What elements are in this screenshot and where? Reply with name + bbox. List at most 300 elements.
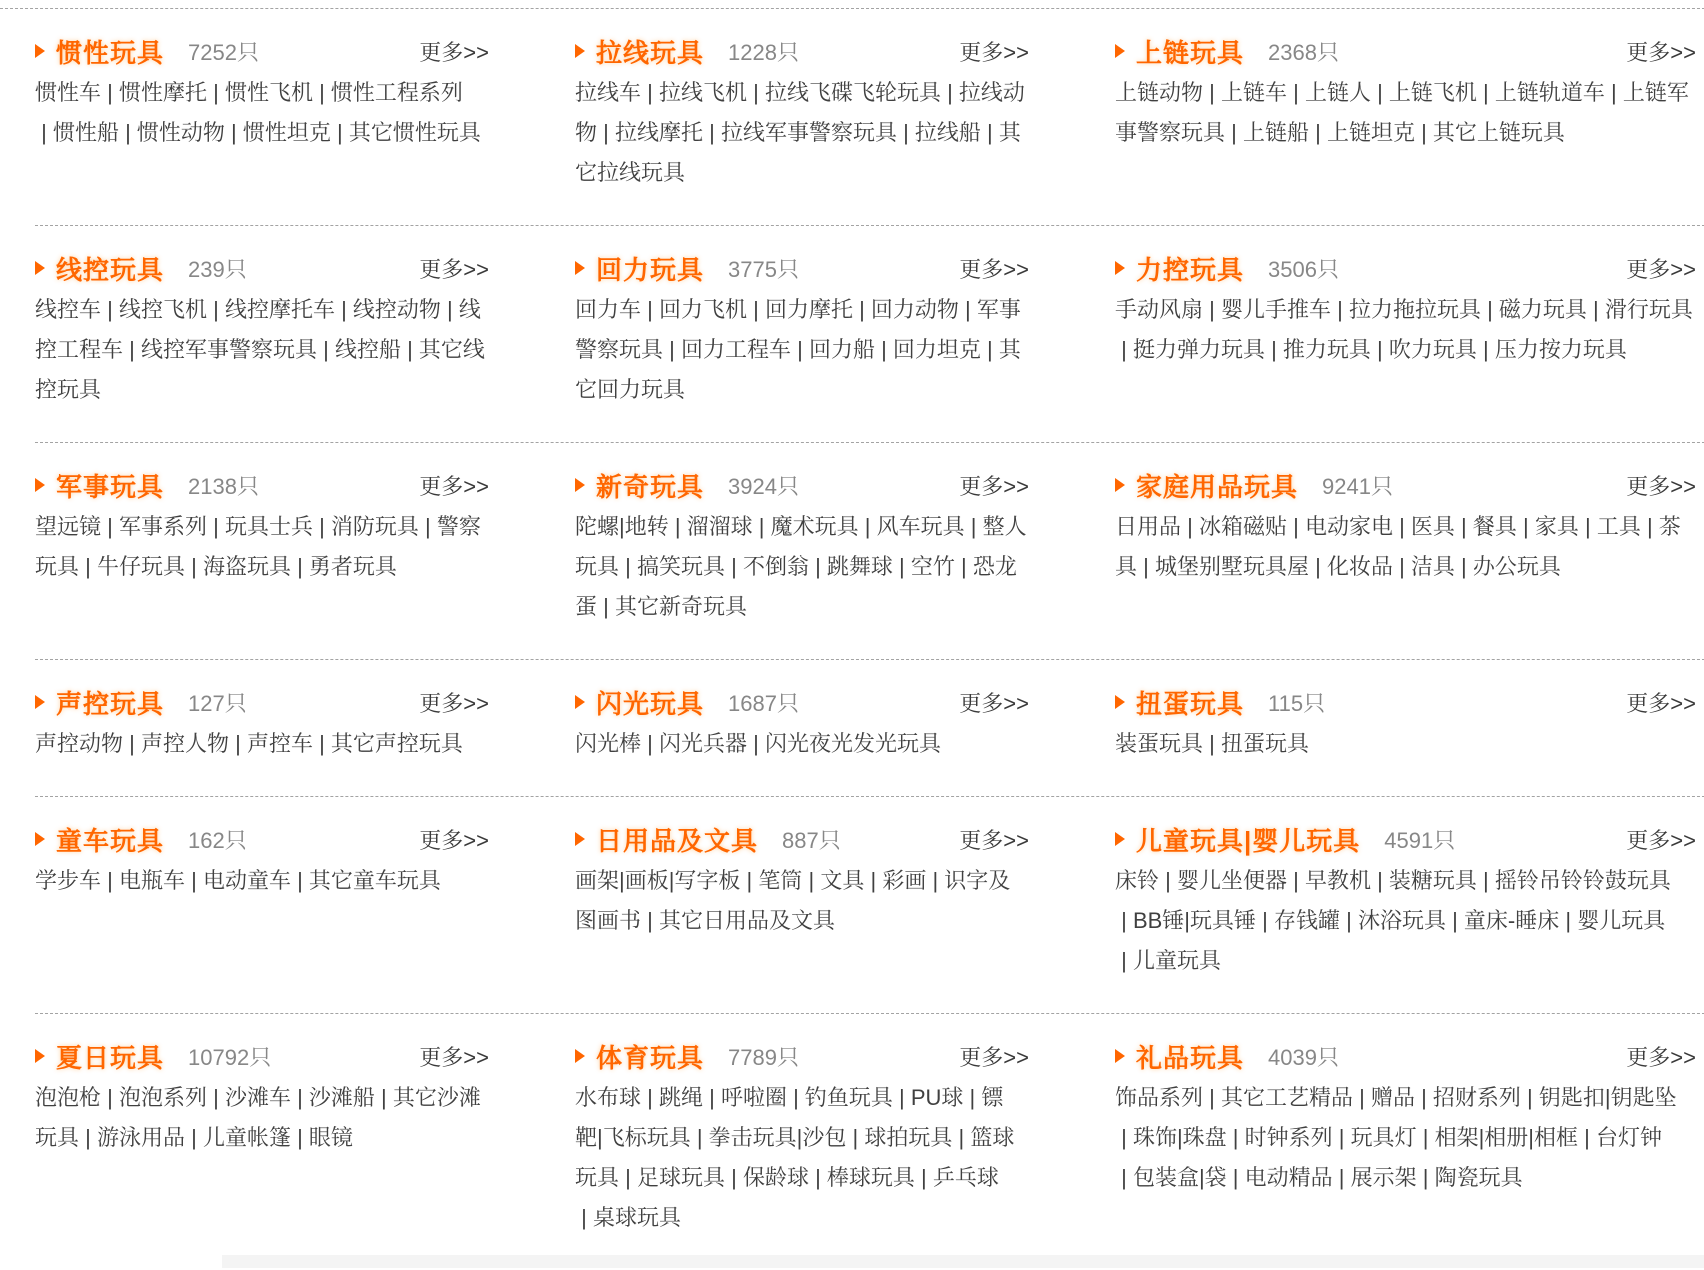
more-link[interactable]: 更多>> bbox=[1626, 827, 1696, 853]
subcategory-link[interactable]: 电瓶车 bbox=[118, 868, 185, 893]
category-count: 2368只 bbox=[1268, 39, 1339, 65]
subcategory-link[interactable]: 婴儿手推车 bbox=[1220, 297, 1331, 322]
subcategory-link[interactable]: 吹力玩具 bbox=[1388, 337, 1477, 362]
category-name-link[interactable]: 线控玩具 bbox=[56, 254, 165, 285]
subcategory-link[interactable]: 笔筒 bbox=[758, 868, 803, 893]
category-count: 3775只 bbox=[728, 256, 799, 282]
separator: | bbox=[101, 80, 119, 105]
subcategory-link[interactable]: 游泳用品 bbox=[96, 1125, 185, 1150]
subcategory-link[interactable]: 溜溜球 bbox=[686, 514, 753, 539]
subcategory-link[interactable]: 军事警察玩具 bbox=[575, 297, 1021, 362]
category-name-link[interactable]: 声控玩具 bbox=[56, 688, 165, 719]
category-row bbox=[35, 660, 1704, 797]
separator: | bbox=[123, 337, 141, 362]
separator: | bbox=[1392, 554, 1411, 579]
separator: | bbox=[914, 1165, 933, 1190]
category-header bbox=[35, 29, 489, 73]
subcategory-link[interactable]: 线控车 bbox=[35, 297, 102, 322]
category-arrow-icon bbox=[1115, 44, 1125, 58]
category-arrow-icon bbox=[1115, 261, 1125, 275]
separator: | bbox=[619, 554, 637, 579]
subcategory-link[interactable]: 勇者玩具 bbox=[308, 554, 397, 579]
category-cell bbox=[35, 463, 575, 627]
category-name-link[interactable]: 军事玩具 bbox=[56, 471, 165, 502]
subcategory-link[interactable]: 其它新奇玩具 bbox=[614, 594, 747, 619]
subcategory-link[interactable]: 上链轨道车 bbox=[1494, 80, 1605, 105]
subcategory-link[interactable]: 陶瓷玩具 bbox=[1434, 1165, 1523, 1190]
subcategory-link[interactable]: 画架|画板|写字板 bbox=[575, 868, 741, 893]
more-link[interactable]: 更多>> bbox=[1626, 690, 1696, 716]
subcategory-link[interactable]: 篮球玩具 bbox=[575, 1125, 1015, 1190]
more-link[interactable]: 更多>> bbox=[959, 690, 1029, 716]
category-count: 4039只 bbox=[1268, 1044, 1339, 1070]
separator: | bbox=[334, 297, 353, 322]
subcategory-link[interactable]: 存钱罐 bbox=[1273, 908, 1340, 933]
category-name-link[interactable]: 童车玩具 bbox=[56, 825, 165, 856]
subcategory-link[interactable]: 牛仔玩具 bbox=[96, 554, 185, 579]
separator: | bbox=[123, 731, 141, 756]
subcategory-link[interactable]: 上链军事警察玩具 bbox=[1115, 80, 1689, 145]
subcategory-links bbox=[1115, 507, 1696, 587]
subcategory-link[interactable]: 玩具士兵 bbox=[224, 514, 313, 539]
subcategory-link[interactable]: 线控军事警察玩具 bbox=[140, 337, 317, 362]
separator: | bbox=[1476, 337, 1495, 362]
subcategory-link[interactable]: 魔术玩具 bbox=[770, 514, 859, 539]
subcategory-link[interactable]: 沐浴玩具 bbox=[1357, 908, 1446, 933]
subcategory-link[interactable]: 城堡别墅玩具屋 bbox=[1154, 554, 1309, 579]
subcategory-link[interactable]: 拉力拖拉玩具 bbox=[1348, 297, 1481, 322]
subcategory-link[interactable]: 台灯钟 bbox=[1595, 1125, 1662, 1150]
subcategory-link[interactable]: 时钟系列 bbox=[1244, 1125, 1333, 1150]
subcategory-link[interactable]: 惯性动物 bbox=[136, 120, 225, 145]
subcategory-link[interactable]: 足球玩具 bbox=[636, 1165, 725, 1190]
subcategory-link[interactable]: 拉线军事警察玩具 bbox=[720, 120, 897, 145]
separator: | bbox=[663, 337, 681, 362]
subcategory-link[interactable]: 上链车 bbox=[1220, 80, 1287, 105]
separator: | bbox=[808, 554, 827, 579]
separator: | bbox=[224, 120, 243, 145]
category-arrow-icon bbox=[575, 1049, 585, 1063]
subcategory-link[interactable]: 搞笑玩具 bbox=[636, 554, 725, 579]
subcategory-link[interactable]: 电动精品 bbox=[1244, 1165, 1333, 1190]
subcategory-link[interactable]: 线控摩托车 bbox=[224, 297, 335, 322]
category-name-link[interactable]: 力控玩具 bbox=[1136, 254, 1245, 285]
subcategory-link[interactable]: 线控船 bbox=[334, 337, 401, 362]
subcategory-link[interactable]: 冰箱磁贴 bbox=[1198, 514, 1287, 539]
separator: | bbox=[101, 1085, 119, 1110]
subcategory-link[interactable]: 化妆品 bbox=[1326, 554, 1393, 579]
subcategory-link[interactable]: 整人玩具 bbox=[575, 514, 1027, 579]
subcategory-link[interactable]: 其它沙滩玩具 bbox=[35, 1085, 481, 1150]
subcategory-link[interactable]: 早教机 bbox=[1304, 868, 1371, 893]
separator: | bbox=[1286, 514, 1305, 539]
more-link[interactable]: 更多>> bbox=[959, 1044, 1029, 1070]
subcategory-link[interactable]: 电动家电 bbox=[1304, 514, 1393, 539]
category-header bbox=[1115, 246, 1696, 290]
category-name-link[interactable]: 闪光玩具 bbox=[596, 688, 705, 719]
subcategory-link[interactable]: 上链人 bbox=[1304, 80, 1371, 105]
subcategory-link[interactable]: 望远镜 bbox=[35, 514, 102, 539]
separator: | bbox=[1416, 1125, 1435, 1150]
subcategory-link[interactable]: 回力车 bbox=[575, 297, 642, 322]
separator: | bbox=[852, 297, 871, 322]
more-link[interactable]: 更多>> bbox=[419, 1044, 489, 1070]
subcategory-link[interactable]: 泡泡枪 bbox=[35, 1085, 102, 1110]
separator: | bbox=[1332, 1125, 1351, 1150]
subcategory-link[interactable]: 回力飞机 bbox=[658, 297, 747, 322]
subcategory-link[interactable]: 眼镜 bbox=[308, 1125, 353, 1150]
separator: | bbox=[641, 80, 659, 105]
subcategory-link[interactable]: 包装盒|袋 bbox=[1132, 1165, 1227, 1190]
subcategory-link[interactable]: 磁力玩具 bbox=[1498, 297, 1587, 322]
subcategory-link[interactable]: 拉线飞机 bbox=[658, 80, 747, 105]
category-header bbox=[575, 1034, 1029, 1078]
separator: | bbox=[1416, 1165, 1435, 1190]
subcategory-links bbox=[1115, 73, 1696, 153]
subcategory-link[interactable]: 沙滩车 bbox=[224, 1085, 291, 1110]
subcategory-link[interactable]: 回力船 bbox=[808, 337, 875, 362]
subcategory-link[interactable]: 拉线飞碟飞轮玩具 bbox=[764, 80, 941, 105]
subcategory-link[interactable]: 其它拉线玩具 bbox=[575, 120, 1021, 185]
category-name-link[interactable]: 上链玩具 bbox=[1136, 37, 1245, 68]
subcategory-link[interactable]: 其它线控玩具 bbox=[35, 337, 485, 402]
subcategory-link[interactable]: 回力动物 bbox=[870, 297, 959, 322]
more-link[interactable]: 更多>> bbox=[419, 827, 489, 853]
more-link[interactable]: 更多>> bbox=[959, 256, 1029, 282]
subcategory-link[interactable]: 手动风扇 bbox=[1115, 297, 1204, 322]
more-link[interactable]: 更多>> bbox=[419, 39, 489, 65]
subcategory-links bbox=[35, 724, 489, 764]
subcategory-link[interactable]: 恐龙蛋 bbox=[575, 554, 1017, 619]
separator: | bbox=[846, 1125, 865, 1150]
subcategory-link[interactable]: 电动童车 bbox=[202, 868, 291, 893]
separator: | bbox=[290, 868, 309, 893]
category-name-link[interactable]: 家庭用品玩具 bbox=[1136, 471, 1299, 502]
separator: | bbox=[958, 297, 977, 322]
separator: | bbox=[184, 868, 203, 893]
separator: | bbox=[641, 908, 659, 933]
subcategory-links bbox=[35, 507, 489, 587]
subcategory-link[interactable]: 惯性飞机 bbox=[224, 80, 313, 105]
subcategory-link[interactable]: 其它上链玩具 bbox=[1432, 120, 1565, 145]
subcategory-link[interactable]: 桌球玩具 bbox=[592, 1205, 681, 1230]
subcategory-link[interactable]: 拉线船 bbox=[914, 120, 981, 145]
separator: | bbox=[1578, 514, 1597, 539]
more-link[interactable]: 更多>> bbox=[1626, 473, 1696, 499]
category-header bbox=[575, 817, 1029, 861]
category-header bbox=[1115, 463, 1696, 507]
subcategory-link[interactable]: 装糖玩具 bbox=[1388, 868, 1477, 893]
separator: | bbox=[1137, 554, 1155, 579]
subcategory-link[interactable]: 识字及图画书 bbox=[575, 868, 1011, 933]
category-row bbox=[35, 443, 1704, 660]
separator: | bbox=[1226, 1165, 1245, 1190]
subcategory-link[interactable]: 扭蛋玩具 bbox=[1220, 731, 1309, 756]
category-name-link[interactable]: 扭蛋玩具 bbox=[1136, 688, 1245, 719]
subcategory-link[interactable]: 日用品 bbox=[1115, 514, 1182, 539]
subcategory-links bbox=[575, 1078, 1029, 1238]
subcategory-links bbox=[575, 861, 1029, 941]
subcategory-link[interactable]: 赠品 bbox=[1370, 1085, 1415, 1110]
subcategory-link[interactable]: 风车玩具 bbox=[876, 514, 965, 539]
subcategory-link[interactable]: 球拍玩具 bbox=[864, 1125, 953, 1150]
separator: | bbox=[1308, 120, 1327, 145]
subcategory-link[interactable]: 彩画 bbox=[882, 868, 927, 893]
category-arrow-icon bbox=[35, 44, 45, 58]
subcategory-link[interactable]: 钓鱼玩具 bbox=[804, 1085, 893, 1110]
separator: | bbox=[690, 1125, 709, 1150]
separator: | bbox=[786, 1085, 805, 1110]
more-link[interactable]: 更多>> bbox=[959, 827, 1029, 853]
subcategory-link[interactable]: 线控工程车 bbox=[35, 297, 481, 362]
subcategory-link[interactable]: 招财系列 bbox=[1432, 1085, 1521, 1110]
category-cell bbox=[1115, 680, 1704, 764]
category-name-link[interactable]: 体育玩具 bbox=[596, 1042, 705, 1073]
more-link[interactable]: 更多>> bbox=[959, 473, 1029, 499]
subcategory-link[interactable]: 回力工程车 bbox=[680, 337, 791, 362]
subcategory-link[interactable]: 陀螺|地转 bbox=[575, 514, 669, 539]
category-arrow-icon bbox=[35, 832, 45, 846]
subcategory-link[interactable]: 保龄球 bbox=[742, 1165, 809, 1190]
category-cell bbox=[1115, 246, 1704, 410]
category-arrow-icon bbox=[575, 695, 585, 709]
subcategory-link[interactable]: 惯性船 bbox=[52, 120, 119, 145]
subcategory-link[interactable]: 拉线动物 bbox=[575, 80, 1025, 145]
category-header bbox=[35, 246, 489, 290]
more-link[interactable]: 更多>> bbox=[1626, 1044, 1696, 1070]
separator: | bbox=[1181, 514, 1199, 539]
category-name-link[interactable]: 回力玩具 bbox=[596, 254, 705, 285]
subcategory-links bbox=[35, 1078, 489, 1158]
subcategory-link[interactable]: 其它惯性玩具 bbox=[348, 120, 481, 145]
separator: | bbox=[952, 1125, 971, 1150]
subcategory-link[interactable]: 婴儿坐便器 bbox=[1176, 868, 1287, 893]
subcategory-link[interactable]: 挺力弹力玩具 bbox=[1132, 337, 1265, 362]
separator: | bbox=[1480, 297, 1499, 322]
subcategory-link[interactable]: 其它工艺精品 bbox=[1220, 1085, 1353, 1110]
category-cell bbox=[1115, 29, 1704, 193]
separator: | bbox=[926, 868, 945, 893]
category-count: 1687只 bbox=[728, 690, 799, 716]
subcategory-link[interactable]: 跳绳 bbox=[658, 1085, 703, 1110]
category-name-link[interactable]: 儿童玩具|婴儿玩具 bbox=[1136, 825, 1361, 856]
subcategory-link[interactable]: 床铃 bbox=[1115, 868, 1160, 893]
category-arrow-icon bbox=[575, 44, 585, 58]
subcategory-link[interactable]: 军事系列 bbox=[118, 514, 207, 539]
separator: | bbox=[874, 337, 893, 362]
subcategory-link[interactable]: 拉线车 bbox=[575, 80, 642, 105]
category-arrow-icon bbox=[1115, 832, 1125, 846]
separator: | bbox=[1332, 1165, 1351, 1190]
subcategory-link[interactable]: 上链飞机 bbox=[1388, 80, 1477, 105]
separator: | bbox=[1352, 1085, 1371, 1110]
subcategory-links bbox=[575, 724, 1029, 764]
subcategory-link[interactable]: 家具 bbox=[1534, 514, 1579, 539]
subcategory-link[interactable]: 工具 bbox=[1596, 514, 1641, 539]
more-link[interactable]: 更多>> bbox=[1626, 256, 1696, 282]
subcategory-links bbox=[35, 861, 489, 901]
subcategory-link[interactable]: 声控人物 bbox=[140, 731, 229, 756]
separator: | bbox=[118, 120, 137, 145]
more-link[interactable]: 更多>> bbox=[419, 473, 489, 499]
separator: | bbox=[575, 1205, 593, 1230]
subcategory-link[interactable]: 空竹 bbox=[910, 554, 955, 579]
category-arrow-icon bbox=[1115, 1049, 1125, 1063]
subcategory-link[interactable]: 呼啦圈 bbox=[720, 1085, 787, 1110]
subcategory-link[interactable]: 水布球 bbox=[575, 1085, 642, 1110]
category-cell bbox=[1115, 1034, 1704, 1238]
subcategory-link[interactable]: 跳舞球 bbox=[826, 554, 893, 579]
category-arrow-icon bbox=[575, 478, 585, 492]
separator: | bbox=[668, 514, 687, 539]
subcategory-link[interactable]: 文具 bbox=[820, 868, 865, 893]
separator: | bbox=[1308, 554, 1327, 579]
subcategory-link[interactable]: 相架|相册|相框 bbox=[1434, 1125, 1578, 1150]
category-name-link[interactable]: 拉线玩具 bbox=[596, 37, 705, 68]
subcategory-link[interactable]: 洁具 bbox=[1410, 554, 1455, 579]
separator: | bbox=[790, 337, 809, 362]
category-arrow-icon bbox=[575, 261, 585, 275]
category-cell bbox=[575, 29, 1115, 193]
separator: | bbox=[864, 868, 883, 893]
subcategory-link[interactable]: 惯性坦克 bbox=[242, 120, 331, 145]
subcategory-link[interactable]: 线控动物 bbox=[352, 297, 441, 322]
subcategory-link[interactable]: 拉线摩托 bbox=[614, 120, 703, 145]
subcategory-link[interactable]: 不倒翁 bbox=[742, 554, 809, 579]
separator: | bbox=[1392, 514, 1411, 539]
subcategory-link[interactable]: 线控飞机 bbox=[118, 297, 207, 322]
category-arrow-icon bbox=[1115, 695, 1125, 709]
subcategory-link[interactable]: 惯性摩托 bbox=[118, 80, 207, 105]
more-link[interactable]: 更多>> bbox=[419, 256, 489, 282]
more-link[interactable]: 更多>> bbox=[419, 690, 489, 716]
subcategory-link[interactable]: 声控动物 bbox=[35, 731, 124, 756]
separator: | bbox=[892, 1085, 911, 1110]
subcategory-link[interactable]: 学步车 bbox=[35, 868, 102, 893]
subcategory-link[interactable]: 惯性工程系列 bbox=[330, 80, 463, 105]
separator: | bbox=[1476, 80, 1495, 105]
subcategory-link[interactable]: 装蛋玩具 bbox=[1115, 731, 1204, 756]
subcategory-link[interactable]: 其它回力玩具 bbox=[575, 337, 1021, 402]
subcategory-link[interactable]: BB锤|玩具锤 bbox=[1132, 908, 1257, 933]
subcategory-link[interactable]: 棒球玩具 bbox=[826, 1165, 915, 1190]
subcategory-link[interactable]: 珠饰|珠盘 bbox=[1132, 1125, 1227, 1150]
subcategory-link[interactable]: 上链坦克 bbox=[1326, 120, 1415, 145]
separator: | bbox=[101, 514, 119, 539]
subcategory-link[interactable]: 上链船 bbox=[1242, 120, 1309, 145]
separator: | bbox=[980, 337, 999, 362]
subcategory-link[interactable]: 办公玩具 bbox=[1472, 554, 1561, 579]
separator: | bbox=[964, 514, 983, 539]
subcategory-link[interactable]: 饰品系列 bbox=[1115, 1085, 1204, 1110]
subcategory-link[interactable]: 其它日用品及文具 bbox=[658, 908, 835, 933]
category-cell bbox=[35, 246, 575, 410]
subcategory-link[interactable]: 乒乓球 bbox=[932, 1165, 999, 1190]
subcategory-link[interactable]: 童床-睡床 bbox=[1463, 908, 1560, 933]
subcategory-link[interactable]: 上链动物 bbox=[1115, 80, 1204, 105]
subcategory-link[interactable]: 其它声控玩具 bbox=[330, 731, 463, 756]
subcategory-link[interactable]: 压力按力玩具 bbox=[1494, 337, 1627, 362]
separator: | bbox=[802, 868, 821, 893]
subcategory-link[interactable]: 滑行玩具 bbox=[1604, 297, 1693, 322]
subcategory-link[interactable]: 推力玩具 bbox=[1282, 337, 1371, 362]
subcategory-link[interactable]: 医具 bbox=[1410, 514, 1455, 539]
category-count: 3924只 bbox=[728, 473, 799, 499]
subcategory-link[interactable]: 拳击玩具|沙包 bbox=[708, 1125, 847, 1150]
category-name-link[interactable]: 惯性玩具 bbox=[56, 37, 165, 68]
subcategory-link[interactable]: PU球 bbox=[910, 1085, 964, 1110]
more-link[interactable]: 更多>> bbox=[1626, 39, 1696, 65]
category-name-link[interactable]: 日用品及文具 bbox=[596, 825, 759, 856]
separator: | bbox=[641, 1085, 659, 1110]
category-arrow-icon bbox=[35, 1049, 45, 1063]
separator: | bbox=[101, 868, 119, 893]
separator: | bbox=[206, 297, 225, 322]
subcategory-link[interactable]: 闪光兵器 bbox=[658, 731, 747, 756]
category-name-link[interactable]: 新奇玩具 bbox=[596, 471, 705, 502]
separator: | bbox=[746, 80, 765, 105]
subcategory-link[interactable]: 闪光夜光发光玩具 bbox=[764, 731, 941, 756]
subcategory-link[interactable]: 消防玩具 bbox=[330, 514, 419, 539]
subcategory-link[interactable]: 展示架 bbox=[1350, 1165, 1417, 1190]
category-count: 887只 bbox=[782, 827, 841, 853]
separator: | bbox=[1115, 337, 1133, 362]
category-header bbox=[1115, 29, 1696, 73]
category-arrow-icon bbox=[35, 478, 45, 492]
category-name-link[interactable]: 夏日玩具 bbox=[56, 1042, 165, 1073]
separator: | bbox=[808, 1165, 827, 1190]
category-count: 4591只 bbox=[1384, 827, 1456, 853]
separator: | bbox=[1454, 554, 1473, 579]
separator: | bbox=[858, 514, 877, 539]
subcategory-link[interactable]: 儿童帐篷 bbox=[202, 1125, 291, 1150]
category-header bbox=[575, 29, 1029, 73]
category-arrow-icon bbox=[35, 695, 45, 709]
subcategory-link[interactable]: 海盗玩具 bbox=[202, 554, 291, 579]
subcategory-link[interactable]: 惯性车 bbox=[35, 80, 102, 105]
subcategory-link[interactable]: 回力坦克 bbox=[892, 337, 981, 362]
subcategory-link[interactable]: 玩具灯 bbox=[1350, 1125, 1417, 1150]
subcategory-links bbox=[35, 290, 489, 410]
subcategory-link[interactable]: 闪光棒 bbox=[575, 731, 642, 756]
subcategory-link[interactable]: 沙滩船 bbox=[308, 1085, 375, 1110]
subcategory-links bbox=[575, 290, 1029, 410]
separator: | bbox=[1370, 868, 1389, 893]
subcategory-link[interactable]: 儿童玩具 bbox=[1132, 948, 1221, 973]
separator: | bbox=[1520, 1085, 1539, 1110]
subcategory-link[interactable]: 镖靶|飞标玩具 bbox=[575, 1085, 1004, 1150]
subcategory-link[interactable]: 回力摩托 bbox=[764, 297, 853, 322]
subcategory-link[interactable]: 餐具 bbox=[1472, 514, 1517, 539]
subcategory-link[interactable]: 警察玩具 bbox=[35, 514, 481, 579]
separator: | bbox=[35, 120, 53, 145]
separator: | bbox=[1203, 1085, 1221, 1110]
subcategory-link[interactable]: 摇铃吊铃铃鼓玩具 bbox=[1494, 868, 1671, 893]
subcategory-link[interactable]: 婴儿玩具 bbox=[1577, 908, 1666, 933]
category-count: 7252只 bbox=[188, 39, 259, 65]
separator: | bbox=[1256, 908, 1274, 933]
more-link[interactable]: 更多>> bbox=[959, 39, 1029, 65]
subcategory-link[interactable]: 钥匙扣|钥匙坠 bbox=[1538, 1085, 1677, 1110]
separator: | bbox=[1159, 868, 1177, 893]
subcategory-link[interactable]: 声控车 bbox=[246, 731, 313, 756]
subcategory-link[interactable]: 其它童车玩具 bbox=[308, 868, 441, 893]
separator: | bbox=[312, 731, 331, 756]
subcategory-link[interactable]: 泡泡系列 bbox=[118, 1085, 207, 1110]
separator: | bbox=[702, 120, 721, 145]
subcategory-link[interactable]: 茶具 bbox=[1115, 514, 1681, 579]
category-name-link[interactable]: 礼品玩具 bbox=[1136, 1042, 1245, 1073]
